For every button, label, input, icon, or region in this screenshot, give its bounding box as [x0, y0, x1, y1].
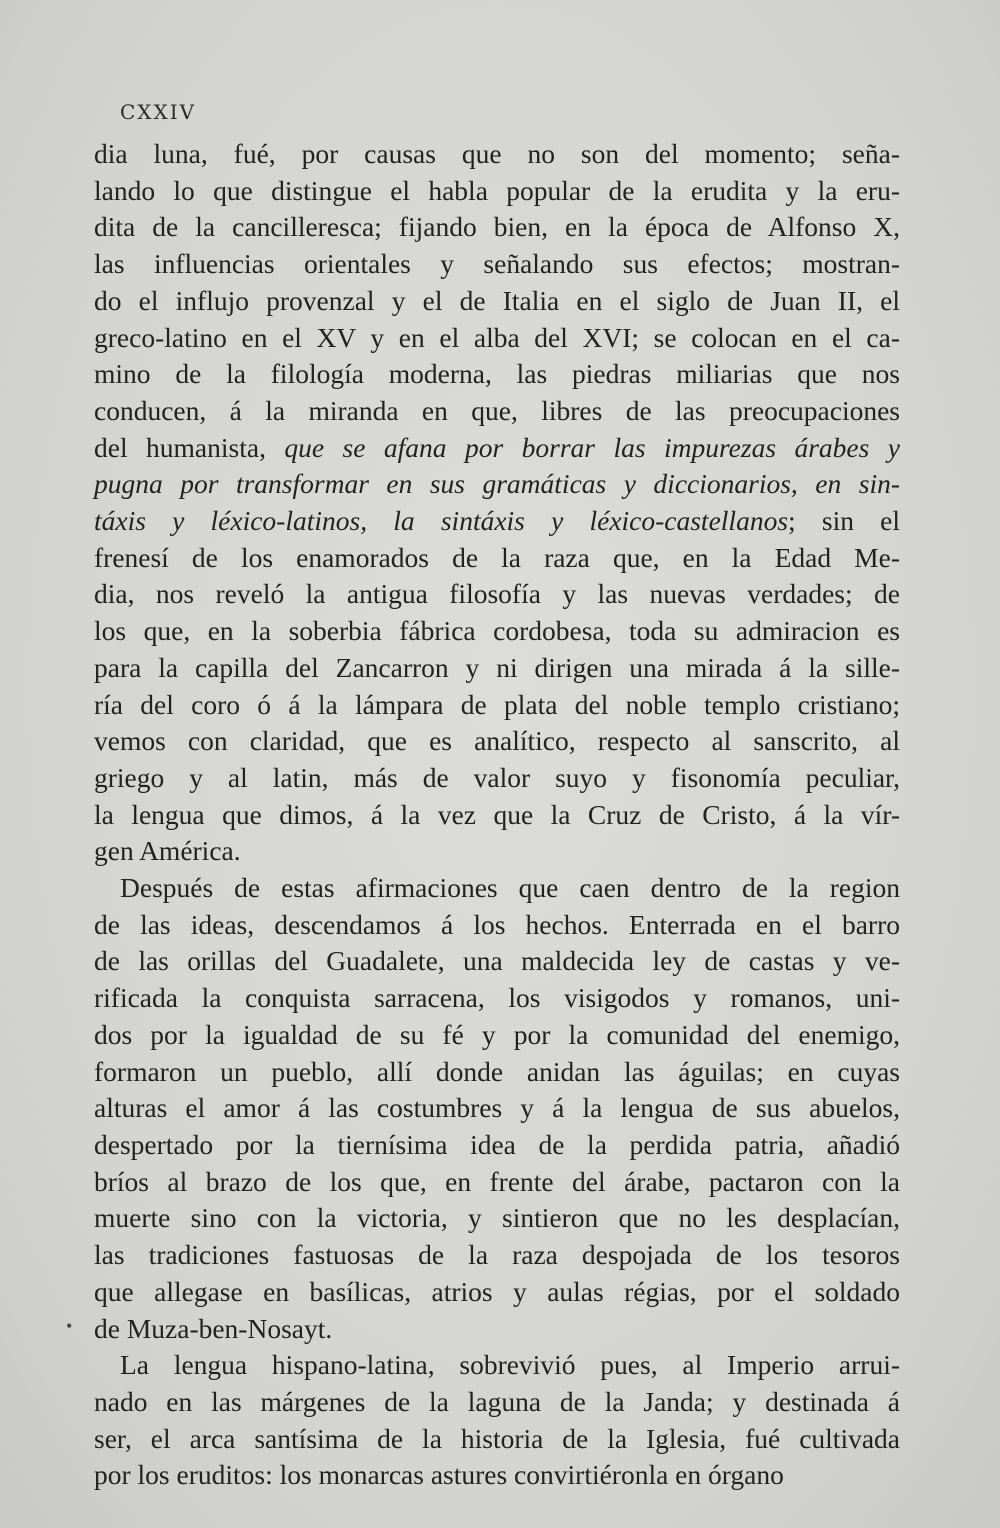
text-line — [94, 1200, 900, 1237]
text-line — [94, 503, 900, 540]
text-run: que allegase en basílicas, atrios y aulas régias, por el soldado — [94, 1275, 900, 1307]
italic-text: táxis y léxico-latinos, la sintáxis y léxico-castellanos — [94, 505, 789, 537]
text-run: dos por la igualdad de su fé y por la comunidad del enemigo, — [94, 1018, 900, 1050]
text-run: de Muza-ben-Nosayt. — [94, 1312, 333, 1344]
text-line — [94, 1237, 900, 1274]
text-line — [94, 980, 900, 1017]
text-line — [94, 1164, 900, 1201]
text-run: griego y al latin, más de valor suyo y fisonomía peculiar, — [94, 761, 900, 793]
paragraph — [94, 870, 900, 1347]
text-run: de las orillas del Guadalete, una maldecida ley de castas y ve- — [94, 945, 900, 977]
text-run: frenesí de los enamorados de la raza que, en la Edad Me- — [94, 541, 900, 573]
text-run: ser, el arca santísima de la historia de la Iglesia, fué cultivada — [94, 1422, 900, 1454]
text-run: formaron un pueblo, allí donde anidan las águilas; en cuyas — [94, 1055, 900, 1087]
text-line — [94, 1127, 900, 1164]
text-line — [94, 283, 900, 320]
text-run: dita de la cancilleresca; fijando bien, en la época de Alfonso X, — [94, 211, 900, 243]
text-line — [94, 1090, 900, 1127]
text-line — [94, 246, 900, 283]
text-line — [94, 1347, 900, 1384]
text-line — [94, 540, 900, 577]
text-line — [94, 723, 900, 760]
text-run: dia luna, fué, por causas que no son del momento; seña- — [94, 138, 900, 169]
text-line — [94, 209, 900, 246]
text-line — [94, 393, 900, 430]
text-line — [94, 430, 900, 467]
text-line — [94, 760, 900, 797]
text-run: los que, en la soberbia fábrica cordobesa, toda su admiracion es — [94, 615, 900, 647]
text-line — [94, 1457, 900, 1494]
text-run: dia, nos reveló la antigua filosofía y las nuevas verdades; de — [94, 578, 900, 610]
text-run: vemos con claridad, que es analítico, respecto al sanscrito, al — [94, 725, 900, 757]
text-run: la lengua que dimos, á la vez que la Cruz de Cristo, á la vír- — [94, 798, 900, 830]
text-run: muerte sino con la victoria, y sintieron que no les desplacían, — [94, 1202, 900, 1234]
text-line — [94, 687, 900, 724]
text-run: nado en las márgenes de la laguna de la Janda; y destinada á — [94, 1385, 900, 1417]
text-run: las influencias orientales y señalando sus efectos; mostran- — [94, 248, 900, 280]
text-run: ría del coro ó á la lámpara de plata del noble templo cristiano; — [94, 688, 900, 720]
text-run: greco-latino en el XV y en el alba del XVI; se colocan en el ca- — [94, 321, 900, 353]
text-line — [94, 1017, 900, 1054]
text-line — [94, 576, 900, 613]
text-line — [94, 870, 900, 907]
text-run: de las ideas, descendamos á los hechos. Enterrada en el barro — [94, 908, 900, 940]
text-line — [94, 466, 900, 503]
text-line — [94, 1311, 900, 1348]
text-run: La lengua hispano-latina, sobrevivió pues, al Imperio arrui- — [120, 1349, 900, 1381]
text-line — [94, 173, 900, 210]
text-run: rificada la conquista sarracena, los visigodos y romanos, uni- — [94, 982, 900, 1014]
text-run: Después de estas afirmaciones que caen dentro de la region — [120, 872, 900, 904]
text-run: ; sin el — [788, 505, 900, 537]
italic-text: pugna por transformar en sus gramáticas y diccionarios, en sin- — [94, 468, 900, 500]
text-run: alturas el amor á las costumbres y á la lengua de sus abuelos, — [94, 1092, 900, 1124]
text-line — [94, 650, 900, 687]
text-run: despertado por la tiernísima idea de la perdida patria, añadió — [94, 1128, 900, 1160]
text-run: do el influjo provenzal y el de Italia en el siglo de Juan II, el — [94, 284, 900, 316]
margin-mark: • — [66, 1316, 73, 1336]
text-run: gen América. — [94, 835, 241, 867]
text-run: las tradiciones fastuosas de la raza despojada de los tesoros — [94, 1239, 900, 1271]
text-run: para la capilla del Zancarron y ni dirigen una mirada á la sille- — [94, 651, 900, 683]
text-line — [94, 1274, 900, 1311]
text-line — [94, 356, 900, 393]
text-run: conducen, á la miranda en que, libres de las preocupaciones — [94, 394, 900, 426]
text-line — [94, 1054, 900, 1091]
text-line — [94, 1384, 900, 1421]
text-line — [94, 833, 900, 870]
body-text — [94, 136, 900, 1494]
text-line — [94, 613, 900, 650]
text-line — [94, 797, 900, 834]
text-run: del humanista, — [94, 431, 285, 463]
text-run: bríos al brazo de los que, en frente del árabe, pactaron con la — [94, 1165, 900, 1197]
italic-text: que se afana por borrar las impurezas árabes y — [284, 431, 900, 463]
text-run: lando lo que distingue el habla popular de la erudita y la eru- — [94, 174, 900, 206]
paragraph — [94, 136, 900, 870]
text-line — [94, 943, 900, 980]
text-line — [94, 320, 900, 357]
text-run: mino de la filología moderna, las piedras miliarias que nos — [94, 358, 900, 390]
text-run: por los eruditos: los monarcas astures convirtiéronla en órgano — [94, 1459, 784, 1491]
page-number: CXXIV — [120, 100, 197, 124]
text-line — [94, 136, 900, 173]
paragraph — [94, 1347, 900, 1494]
text-line — [94, 907, 900, 944]
text-line — [94, 1421, 900, 1458]
